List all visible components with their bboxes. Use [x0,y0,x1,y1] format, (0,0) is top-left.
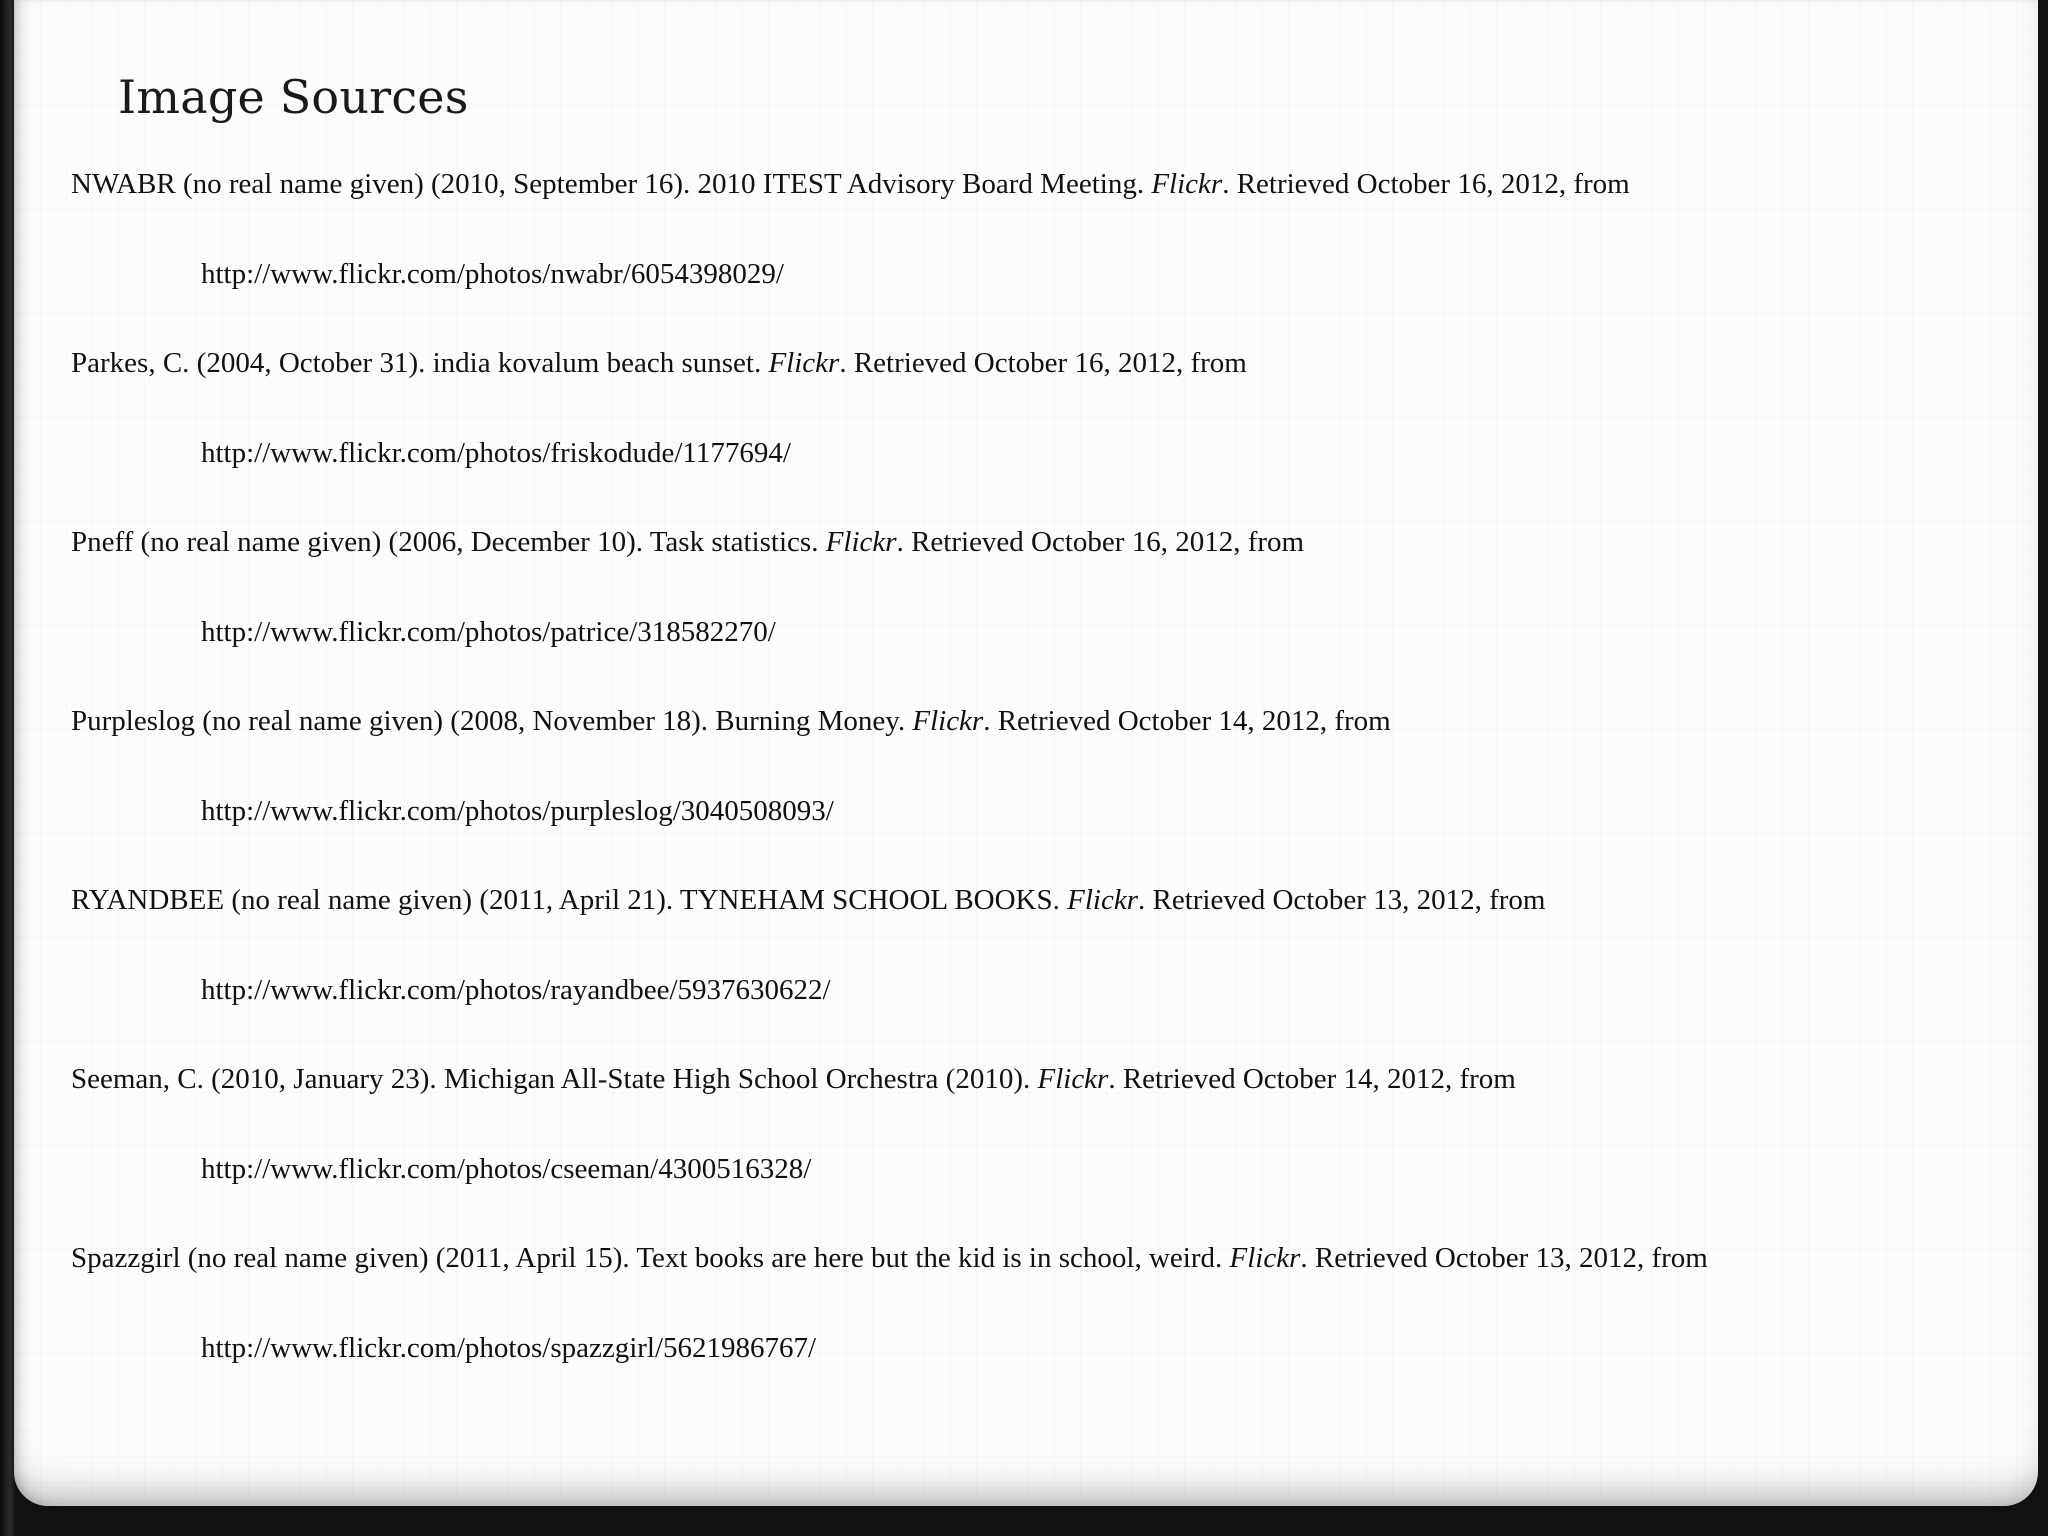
reference-lead: Parkes, C. (2004, October 31). india kovalum beach sunset. [71,347,769,379]
reference-citation [71,162,2011,252]
reference-url: http://www.flickr.com/photos/patrice/318582270/ [201,615,776,648]
reference-url: http://www.flickr.com/photos/nwabr/6054398029/ [201,257,784,290]
reference-entry [71,162,2011,341]
reference-tail: . Retrieved October 16, 2012, from [1222,168,1630,200]
slide-title: Image Sources [118,70,469,124]
reference-citation [71,878,2011,968]
reference-tail: . Retrieved October 14, 2012, from [983,705,1391,737]
reference-entry [71,1057,2011,1236]
reference-url: http://www.flickr.com/photos/cseeman/4300516328/ [201,1152,812,1185]
reference-citation [71,341,2011,431]
reference-lead: Purpleslog (no real name given) (2008, November 18). Burning Money. [71,705,913,737]
reference-tail: . Retrieved October 16, 2012, from [896,526,1305,558]
reference-citation [71,699,2011,789]
reference-source: Flickr [1067,884,1138,916]
reference-lead: Seeman, C. (2010, January 23). Michigan All-State High School Orchestra (2010). [71,1063,1038,1095]
reference-url: http://www.flickr.com/photos/rayandbee/5937630622/ [201,973,831,1006]
reference-lead: RYANDBEE (no real name given) (2011, April 21). TYNEHAM SCHOOL BOOKS. [71,884,1068,916]
reference-citation [71,520,2011,610]
reference-citation [71,1236,2011,1326]
reference-tail: . Retrieved October 13, 2012, from [1137,884,1546,916]
reference-citation [71,1057,2011,1147]
reference-entry [71,520,2011,699]
reference-lead: Pneff (no real name given) (2006, December 10). Task statistics. [71,526,826,558]
reference-source: Flickr [912,705,984,737]
reference-source: Flickr [825,526,897,558]
reference-entry [71,878,2011,1057]
reference-url: http://www.flickr.com/photos/spazzgirl/5621986767/ [201,1331,817,1364]
reference-source: Flickr [1229,1242,1301,1274]
reference-tail: . Retrieved October 16, 2012, from [839,347,1247,379]
reference-source: Flickr [1151,168,1223,200]
reference-tail: . Retrieved October 14, 2012, from [1108,1063,1516,1095]
reference-url: http://www.flickr.com/photos/purpleslog/3040508093/ [201,794,834,827]
reference-tail: . Retrieved October 13, 2012, from [1300,1242,1708,1274]
reference-source: Flickr [1037,1063,1109,1095]
reference-source: Flickr [768,347,840,379]
reference-entry [71,1236,2011,1415]
reference-url: http://www.flickr.com/photos/friskodude/1177694/ [201,436,791,469]
reference-lead: NWABR (no real name given) (2010, September 16). 2010 ITEST Advisory Board Meeting. [71,168,1152,200]
reference-list [71,162,2011,1415]
reference-entry [71,699,2011,878]
reference-lead: Spazzgirl (no real name given) (2011, April 15). Text books are here but the kid is in school, weird. [71,1242,1230,1274]
slide [14,0,2038,1506]
reference-entry [71,341,2011,520]
